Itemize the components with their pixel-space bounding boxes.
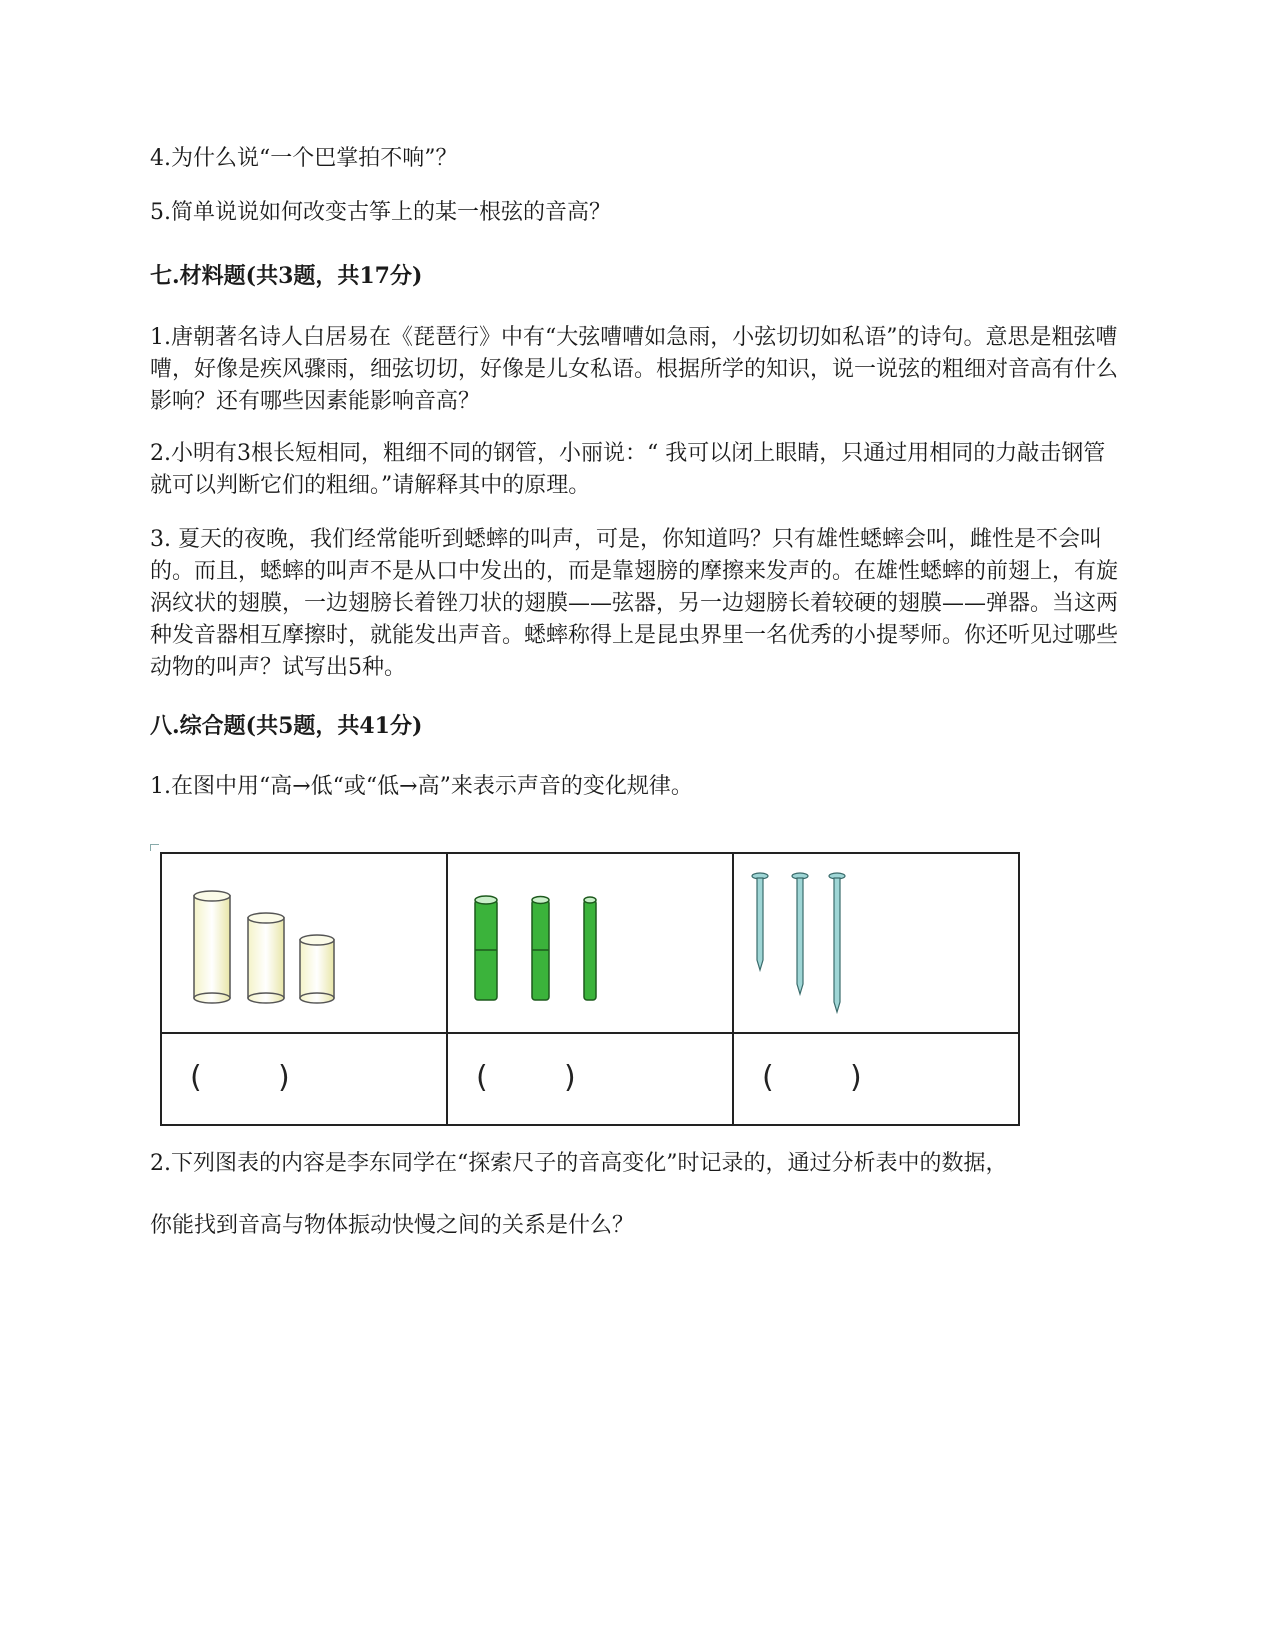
nails-cell (733, 853, 1019, 1033)
short-nail (752, 873, 768, 970)
cylinders-illustration (162, 854, 448, 1032)
medium-bamboo-tube (532, 897, 549, 1001)
answer-blank: ( ) (762, 1060, 862, 1095)
answer-blank: ( ) (190, 1060, 290, 1095)
answer-blank: ( ) (476, 1060, 576, 1095)
medium-cylinder (248, 913, 284, 1003)
anchor-mark (150, 844, 159, 851)
cylinders-cell (161, 853, 447, 1033)
thin-bamboo-tube (584, 897, 596, 1000)
section-7-heading: 七.材料题(共3题，共17分) (150, 263, 423, 289)
answer-cell-cylinders[interactable] (161, 1033, 447, 1125)
sound-pitch-figure-table (160, 852, 1020, 1126)
large-cylinder (194, 891, 230, 1003)
material-question-3: 3. 夏天的夜晚，我们经常能听到蟋蟀的叫声，可是，你知道吗？只有雄性蟋蟀会叫，雌性是不会叫的。而且，蟋蟀的叫声不是从口中发出的，而是靠翅膀的摩擦来发声的。在雄性蟋蟀的前翅上，有旋涡纹状的翅膜，一边翅膀长着锉刀状的翅膜——弦器，另一边翅膀长着较硬的翅膜——弹器。当这两种发音器相互摩擦时，就能发出声音。蟋蟀称得上是昆虫界里一名优秀的小提琴师。你还听见过哪些动物的叫声？试写出5种。 (150, 527, 1119, 680)
answer-cell-nails[interactable] (733, 1033, 1019, 1125)
nails-illustration (734, 854, 1020, 1032)
material-question-2: 2.小明有3根长短相同，粗细不同的钢管，小丽说：“ 我可以闭上眼睛，只通过用相同的力敲击钢管就可以判断它们的粗细。”请解释其中的原理。 (150, 441, 1106, 498)
thick-bamboo-tube (475, 896, 497, 1000)
question-4: 4.为什么说“一个巴掌拍不响”？ (150, 146, 458, 171)
material-question-1: 1.唐朝著名诗人白居易在《琵琶行》中有“大弦嘈嘈如急雨，小弦切切如私语”的诗句。意思是粗弦嘈嘈，好像是疾风骤雨，细弦切切，好像是儿女私语。根据所学的知识，说一说弦的粗细对音高有什么影响？还有哪些因素能影响音高？ (150, 325, 1119, 414)
answer-cell-bamboo[interactable] (447, 1033, 733, 1125)
bamboo-tubes-cell (447, 853, 733, 1033)
medium-nail (792, 873, 808, 994)
section-8-heading: 八.综合题(共5题，共41分) (150, 713, 423, 739)
comprehensive-question-1: 1.在图中用“高→低“或“低→高”来表示声音的变化规律。 (150, 774, 693, 799)
long-nail (829, 873, 845, 1012)
comprehensive-question-2-line-2: 你能找到音高与物体振动快慢之间的关系是什么？ (150, 1213, 635, 1238)
question-5: 5.简单说说如何改变古筝上的某一根弦的音高？ (150, 200, 611, 225)
bamboo-tubes-illustration (448, 854, 734, 1032)
comprehensive-question-2-line-1: 2.下列图表的内容是李东同学在“探索尺子的音高变化”时记录的，通过分析表中的数据， (150, 1151, 1008, 1176)
small-cylinder (300, 935, 334, 1003)
